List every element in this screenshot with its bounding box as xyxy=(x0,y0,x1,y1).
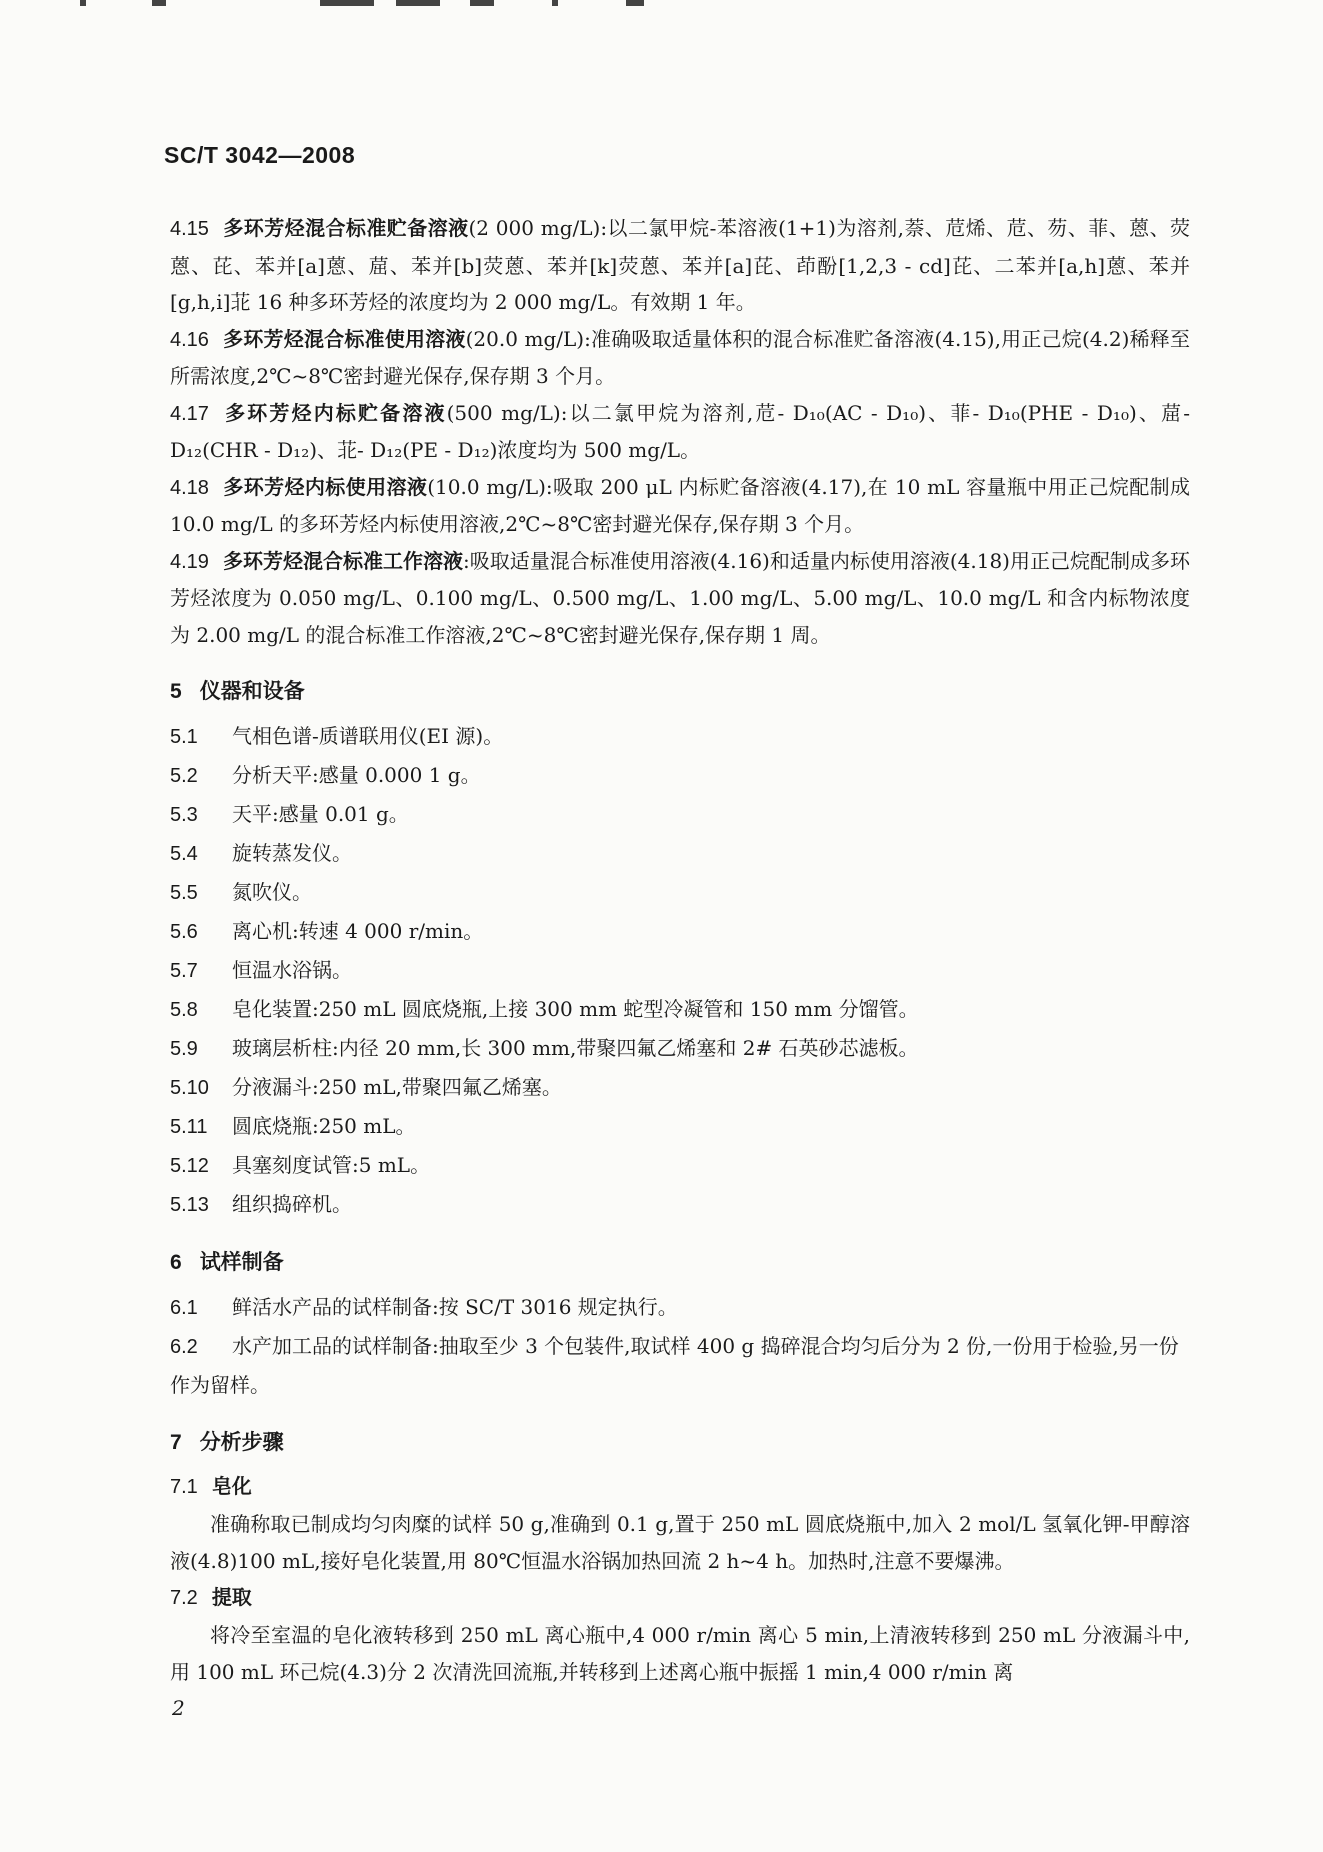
item-text: 玻璃层析柱:内径 20 mm,长 300 mm,带聚四氟乙烯塞和 2# 石英砂芯滤板。 xyxy=(232,1036,919,1060)
item-number: 5.5 xyxy=(170,882,198,904)
section-number: 5 xyxy=(170,680,182,703)
item-number: 6.2 xyxy=(170,1336,198,1358)
item-text: 天平:感量 0.01 g。 xyxy=(232,802,409,826)
scan-edge-marks xyxy=(0,0,1323,16)
item-text: 圆底烧瓶:250 mL。 xyxy=(232,1114,416,1138)
section-number: 6 xyxy=(170,1251,182,1274)
section-number: 7 xyxy=(170,1431,182,1454)
clause-title: 多环芳烃混合标准使用溶液 xyxy=(222,326,466,351)
item-number: 6.1 xyxy=(170,1297,198,1319)
item-number: 5.12 xyxy=(170,1155,209,1177)
section-title: 分析步骤 xyxy=(199,1431,284,1454)
item-text: 分析天平:感量 0.000 1 g。 xyxy=(232,763,481,787)
subsection-number: 7.1 xyxy=(170,1476,198,1498)
item-6-1 xyxy=(170,1288,1190,1327)
clause-title: 多环芳烃混合标准工作溶液 xyxy=(222,548,463,573)
main-content xyxy=(170,210,1190,1690)
subsection-number: 7.2 xyxy=(170,1587,198,1609)
item-number: 5.8 xyxy=(170,999,198,1021)
item-5-7 xyxy=(170,951,1190,990)
clause-text: (20.0 mg/L):准确吸取适量体积的混合标准贮备溶液(4.15),用正己烷(4.2)稀释至所需浓度,2℃~8℃密封避光保存,保存期 3 个月。 xyxy=(170,326,1190,388)
item-text: 旋转蒸发仪。 xyxy=(232,841,352,865)
clause-4-18 xyxy=(170,469,1190,543)
item-text: 鲜活水产品的试样制备:按 SC/T 3016 规定执行。 xyxy=(232,1295,678,1319)
section-title: 试样制备 xyxy=(199,1251,284,1274)
item-5-1 xyxy=(170,717,1190,756)
item-5-13 xyxy=(170,1185,1190,1224)
item-text: 离心机:转速 4 000 r/min。 xyxy=(232,919,484,943)
clause-number: 4.15 xyxy=(170,218,209,240)
section-6-heading xyxy=(170,1244,1190,1282)
clause-number: 4.16 xyxy=(170,328,209,351)
subsection-title: 皂化 xyxy=(211,1476,252,1498)
clause-text: (2 000 mg/L):以二氯甲烷-苯溶液(1+1)为溶剂,萘、苊烯、苊、芴、菲、蒽、荧蒽、芘、苯并[a]蒽、䓛、苯并[b]荧蒽、苯并[k]荧蒽、苯并[a]芘、茚酚[1,2,3 - cd]芘、二苯并[a,h]蒽、苯并[g,h,i]苝 16 种多环芳烃的浓度均为 2 000 mg/L。有效期 1 年。 xyxy=(170,216,1191,314)
item-5-12 xyxy=(170,1146,1190,1185)
item-number: 5.6 xyxy=(170,921,198,943)
item-text: 气相色谱-质谱联用仪(EI 源)。 xyxy=(232,724,504,748)
section-5-heading xyxy=(170,673,1190,711)
item-number: 5.13 xyxy=(170,1194,209,1216)
subsection-7-2-text: 将冷至室温的皂化液转移到 250 mL 离心瓶中,4 000 r/min 离心 5 min,上清液转移到 250 mL 分液漏斗中,用 100 mL 环己烷(4.3)分 2 次清洗回流瓶,并转移到上述离心瓶中振摇 1 min,4 000 r/min 离 xyxy=(170,1623,1190,1684)
item-5-10 xyxy=(170,1068,1190,1107)
item-number: 5.7 xyxy=(170,960,198,982)
clause-4-16 xyxy=(170,321,1190,395)
clause-text: (500 mg/L):以二氯甲烷为溶剂,苊- D₁₀(AC - D₁₀)、菲- D₁₀(PHE - D₁₀)、䓛- D₁₂(CHR - D₁₂)、苝- D₁₂(PE - D₁₂)浓度均为 500 mg/L。 xyxy=(170,400,1190,462)
item-6-2 xyxy=(170,1327,1190,1404)
clause-title: 多环芳烃混合标准贮备溶液 xyxy=(222,216,469,240)
standard-code-header: SC/T 3042—2008 xyxy=(164,142,356,168)
item-number: 5.11 xyxy=(170,1116,208,1138)
clause-4-19 xyxy=(170,543,1190,654)
item-5-11 xyxy=(170,1107,1190,1146)
subsection-7-1-heading xyxy=(170,1468,1190,1506)
clause-number: 4.18 xyxy=(170,476,209,499)
clause-text: (10.0 mg/L):吸取 200 μL 内标贮备溶液(4.17),在 10 mL 容量瓶中用正己烷配制成 10.0 mg/L 的多环芳烃内标使用溶液,2℃~8℃密封避光保存,保存期 3 个月。 xyxy=(170,474,1191,536)
page-number: 2 xyxy=(172,1696,185,1720)
item-text: 分液漏斗:250 mL,带聚四氟乙烯塞。 xyxy=(232,1075,562,1099)
item-5-9 xyxy=(170,1029,1190,1068)
item-number: 5.4 xyxy=(170,843,198,865)
clause-number: 4.17 xyxy=(170,402,209,425)
clause-4-17 xyxy=(170,395,1190,469)
section-title: 仪器和设备 xyxy=(199,680,305,703)
item-5-5 xyxy=(170,873,1190,912)
clause-title: 多环芳烃内标贮备溶液 xyxy=(222,400,447,425)
item-text: 组织捣碎机。 xyxy=(232,1192,352,1216)
clause-number: 4.19 xyxy=(170,550,209,573)
item-5-6 xyxy=(170,912,1190,951)
item-5-3 xyxy=(170,795,1190,834)
item-number: 5.10 xyxy=(170,1077,209,1099)
item-number: 5.9 xyxy=(170,1038,198,1060)
item-number: 5.2 xyxy=(170,765,198,787)
item-5-8 xyxy=(170,990,1190,1029)
item-number: 5.3 xyxy=(170,804,198,826)
subsection-title: 提取 xyxy=(211,1587,252,1609)
clause-text: :吸取适量混合标准使用溶液(4.16)和适量内标使用溶液(4.18)用正己烷配制成多环芳烃浓度为 0.050 mg/L、0.100 mg/L、0.500 mg/L、1.00 mg/L、5.00 mg/L、10.0 mg/L 和含内标物浓度为 2.00 mg/L 的混合标准工作溶液,2℃~8℃密封避光保存,保存期 1 周。 xyxy=(170,548,1190,647)
section-7-heading xyxy=(170,1424,1190,1462)
item-text: 皂化装置:250 mL 圆底烧瓶,上接 300 mm 蛇型冷凝管和 150 mm 分馏管。 xyxy=(232,997,919,1021)
item-text: 具塞刻度试管:5 mL。 xyxy=(232,1153,431,1177)
subsection-7-1-text: 准确称取已制成均匀肉糜的试样 50 g,准确到 0.1 g,置于 250 mL 圆底烧瓶中,加入 2 mol/L 氢氧化钾-甲醇溶液(4.8)100 mL,接好皂化装置,用 80℃恒温水浴锅加热回流 2 h~4 h。加热时,注意不要爆沸。 xyxy=(170,1512,1190,1573)
item-5-2 xyxy=(170,756,1190,795)
clause-title: 多环芳烃内标使用溶液 xyxy=(222,474,428,499)
subsection-7-2-heading xyxy=(170,1579,1190,1617)
item-text: 氮吹仪。 xyxy=(232,880,312,904)
item-text: 水产加工品的试样制备:抽取至少 3 个包装件,取试样 400 g 捣碎混合均匀后分为 2 份,一份用于检验,另一份作为留样。 xyxy=(170,1334,1179,1397)
item-number: 5.1 xyxy=(170,726,198,748)
item-5-4 xyxy=(170,834,1190,873)
item-text: 恒温水浴锅。 xyxy=(232,958,352,982)
clause-4-15 xyxy=(170,210,1190,321)
